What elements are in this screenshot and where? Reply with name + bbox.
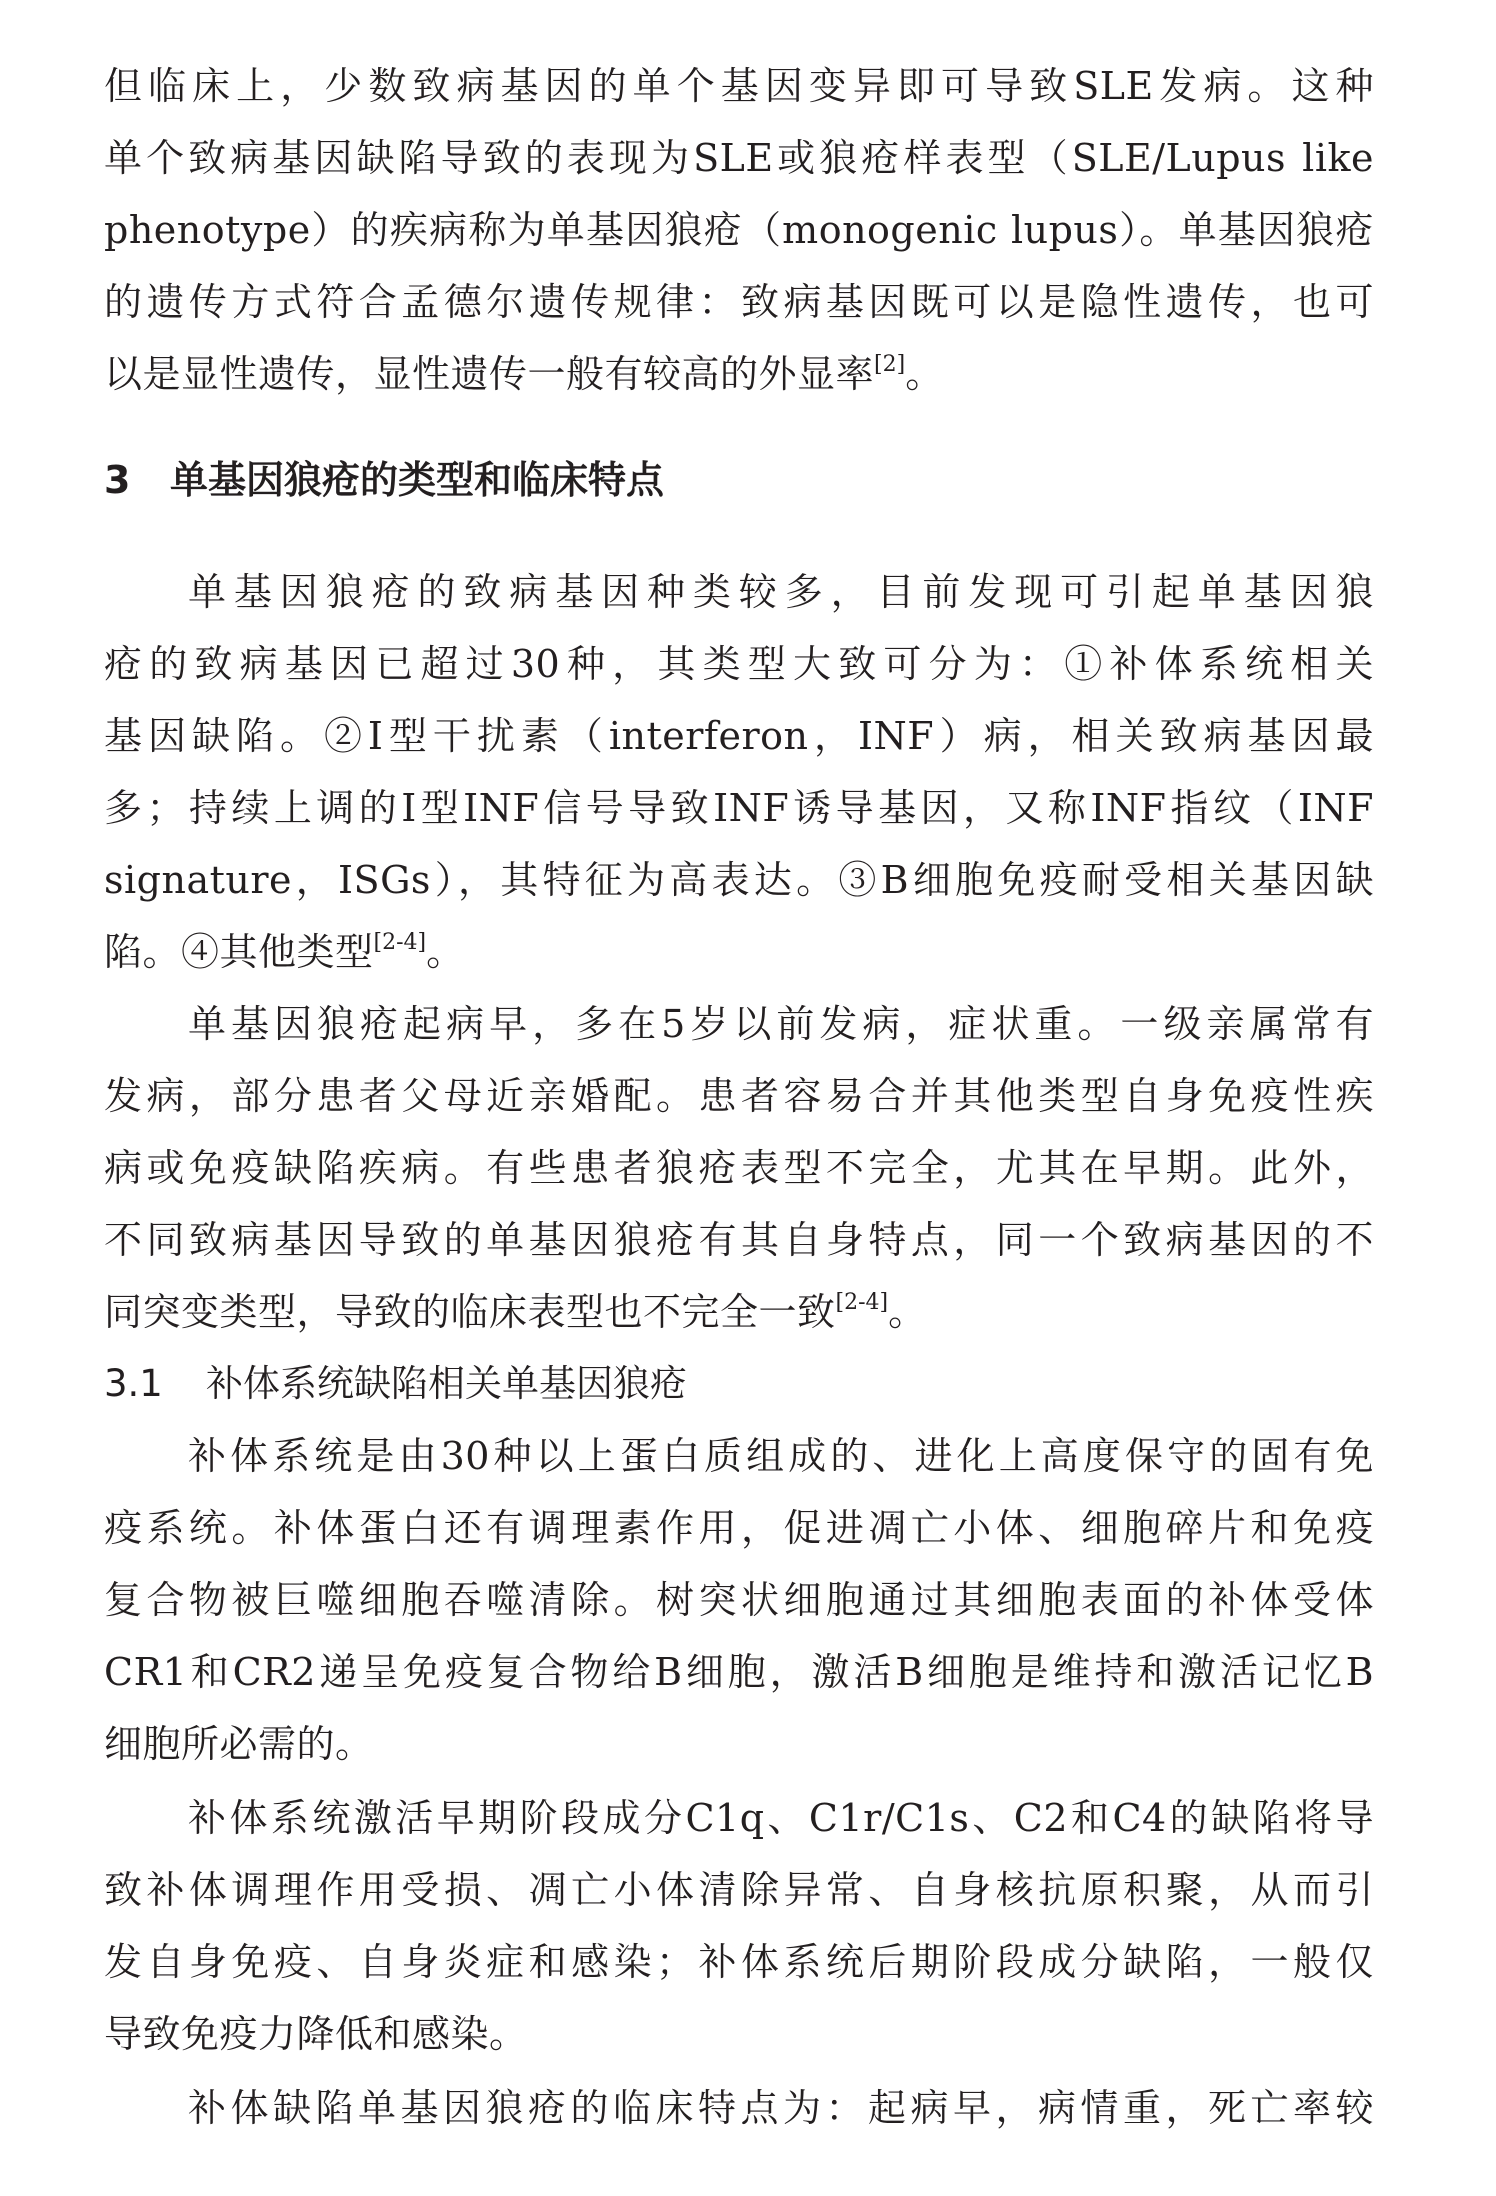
- intro-line-2: 单个致病基因缺陷导致的表现为SLE或狼疮样表型（SLE/Lupus like: [104, 136, 1374, 180]
- clinical-line-4: 不同致病基因导致的单基因狼疮有其自身特点，同一个致病基因的不: [104, 1218, 1374, 1262]
- early-line-2: 致补体调理作用受损、凋亡小体清除异常、自身核抗原积聚，从而引: [104, 1868, 1374, 1912]
- intro-line-3: phenotype）的疾病称为单基因狼疮（monogenic lupus）。单基因狼疮: [104, 208, 1374, 252]
- intro-end-punct: 。: [905, 352, 944, 396]
- section-3-title: 单基因狼疮的类型和临床特点: [170, 458, 665, 502]
- early-line-4: 导致免疫力降低和感染。: [104, 2012, 528, 2056]
- clinical-line-3: 病或免疫缺陷疾病。有些患者狼疮表型不完全，尤其在早期。此外，: [104, 1146, 1374, 1190]
- clinical-line-5: [104, 1276, 1374, 1348]
- section-3-1-heading: [104, 1348, 687, 1420]
- section-3-heading: [104, 444, 664, 516]
- early-line-1: 补体系统激活早期阶段成分C1q、C1r/C1s、C2和C4的缺陷将导: [188, 1796, 1374, 1840]
- clinical-line-2: 发病，部分患者父母近亲婚配。患者容易合并其他类型自身免疫性疾: [104, 1074, 1374, 1118]
- types-line-2: 疮的致病基因已超过30种，其类型大致可分为：①补体系统相关: [104, 642, 1374, 686]
- types-line-6: [104, 916, 1374, 988]
- intro-citation: [2]: [874, 352, 906, 377]
- types-end-punct: 。: [426, 930, 465, 974]
- clinical-line-5-text: 同突变类型，导致的临床表型也不完全一致: [104, 1290, 836, 1334]
- complement-line-5: 细胞所必需的。: [104, 1722, 374, 1766]
- complement-line-3: 复合物被巨噬细胞吞噬清除。树突状细胞通过其细胞表面的补体受体: [104, 1578, 1374, 1622]
- types-line-6-text: 陷。④其他类型: [104, 930, 374, 974]
- complement-line-1: 补体系统是由30种以上蛋白质组成的、进化上高度保守的固有免: [188, 1434, 1374, 1478]
- intro-line-1: 但临床上，少数致病基因的单个基因变异即可导致SLE发病。这种: [104, 64, 1374, 108]
- section-3-1-title: 补体系统缺陷相关单基因狼疮: [206, 1362, 687, 1405]
- types-line-1: 单基因狼疮的致病基因种类较多，目前发现可引起单基因狼: [188, 570, 1374, 614]
- complement-line-2: 疫系统。补体蛋白还有调理素作用，促进凋亡小体、细胞碎片和免疫: [104, 1506, 1374, 1550]
- clinical-end-punct: 。: [888, 1290, 927, 1334]
- types-line-3: 基因缺陷。②Ⅰ型干扰素（interferon，INF）病，相关致病基因最: [104, 714, 1374, 758]
- types-line-5: signature，ISGs），其特征为高表达。③B细胞免疫耐受相关基因缺: [104, 858, 1374, 902]
- intro-line-5: [104, 338, 1374, 410]
- complement-line-4: CR1和CR2递呈免疫复合物给B细胞，激活B细胞是维持和激活记忆B: [104, 1650, 1374, 1694]
- section-3-number: 3: [104, 458, 131, 502]
- features-line-1: 补体缺陷单基因狼疮的临床特点为：起病早，病情重，死亡率较: [188, 2086, 1374, 2130]
- early-line-3: 发自身免疫、自身炎症和感染；补体系统后期阶段成分缺陷，一般仅: [104, 1940, 1374, 1984]
- types-line-4: 多；持续上调的Ⅰ型INF信号导致INF诱导基因，又称INF指纹（INF: [104, 786, 1374, 830]
- intro-line-4: 的遗传方式符合孟德尔遗传规律：致病基因既可以是隐性遗传，也可: [104, 280, 1374, 324]
- intro-line-5-text: 以是显性遗传，显性遗传一般有较高的外显率: [104, 352, 875, 396]
- clinical-line-1: 单基因狼疮起病早，多在5岁以前发病，症状重。一级亲属常有: [188, 1002, 1374, 1046]
- types-citation: [2-4]: [373, 930, 427, 955]
- section-3-1-number: 3.1: [104, 1362, 163, 1405]
- clinical-citation: [2-4]: [835, 1290, 889, 1315]
